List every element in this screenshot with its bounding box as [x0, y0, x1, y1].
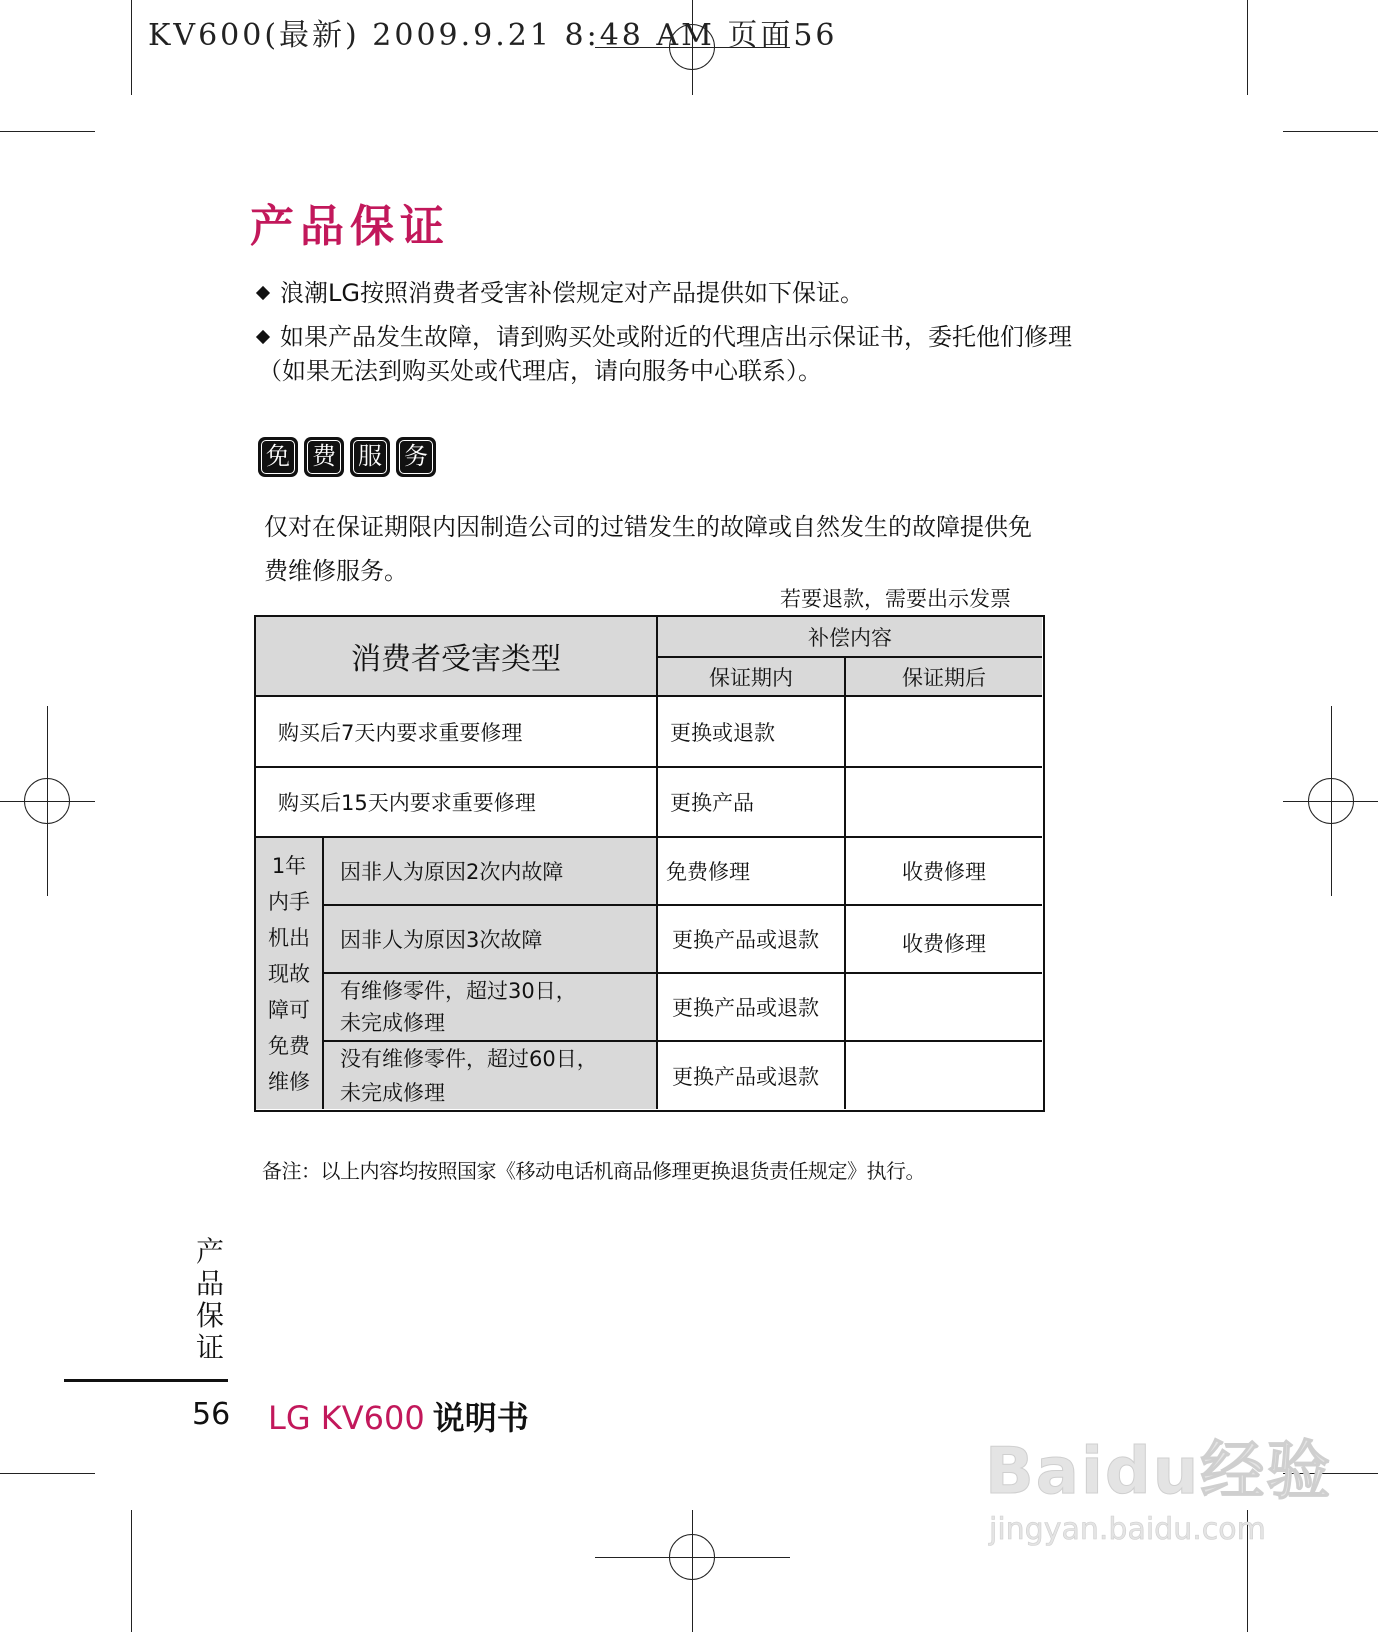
group-row-within: 免费修理 [656, 836, 844, 904]
header-after-warranty: 保证期后 [844, 656, 1042, 695]
watermark-url: jingyan.baidu.com [989, 1512, 1266, 1547]
group-row-type-line: 没有维修零件，超过60日， [340, 1046, 598, 1071]
row-after [844, 766, 1042, 836]
side-section-tab [194, 1236, 226, 1364]
remark-note: 备注：以上内容均按照国家《移动电话机商品修理更换退货责任规定》执行。 [262, 1159, 925, 1183]
badge [258, 437, 298, 477]
group-row-within: 更换产品或退款 [656, 904, 844, 972]
badge-char: 免 [261, 440, 295, 474]
page-number: 56 [192, 1397, 231, 1432]
row-within: 更换或退款 [656, 695, 844, 766]
group-row-type-line: 有维修零件，超过30日， [340, 979, 577, 1003]
watermark-logo-text: Baidu经验 [985, 1435, 1333, 1509]
footer-brand: LG KV600 [268, 1399, 425, 1437]
diamond-bullet-icon [256, 329, 270, 343]
group-row-type [322, 1040, 656, 1109]
row-type: 购买后7天内要求重要修理 [256, 695, 656, 766]
page-title: 产品保证 [250, 201, 450, 252]
group-row-after: 收费修理 [844, 904, 1042, 972]
group-row-type-line: 未完成修理 [340, 1011, 445, 1035]
row-within: 更换产品 [656, 766, 844, 836]
group-label-line: 1年 [271, 854, 307, 878]
diamond-bullet-icon [256, 285, 270, 299]
group-row-within: 更换产品或退款 [656, 972, 844, 1040]
badge-char: 务 [399, 440, 433, 474]
footer-title [268, 1393, 529, 1439]
badge [304, 437, 344, 477]
side-tab-char: 产 [195, 1235, 224, 1268]
intro-line: 费维修服务。 [264, 557, 408, 585]
bullet-text: 如果产品发生故障，请到购买处或附近的代理店出示保证书，委托他们修理 [280, 323, 1072, 351]
group-row-after [844, 1040, 1042, 1109]
badge-char: 服 [353, 440, 387, 474]
refund-note: 若要退款，需要出示发票 [780, 587, 1011, 611]
row-after [844, 695, 1042, 766]
group-label-line: 内手 [268, 890, 310, 914]
baidu-watermark [985, 1420, 1332, 1547]
badge [350, 437, 390, 477]
badge-char: 费 [307, 440, 341, 474]
group-label-line: 免费 [268, 1034, 310, 1058]
bullet-text-continued: （如果无法到购买处或代理店，请向服务中心联系）。 [258, 357, 822, 385]
group-row-after [844, 972, 1042, 1040]
group-row-within: 更换产品或退款 [656, 1040, 844, 1109]
group-label-line: 维修 [268, 1070, 310, 1094]
group-row-type [322, 972, 656, 1040]
side-tab-char: 证 [195, 1331, 224, 1364]
intro-line: 仅对在保证期限内因制造公司的过错发生的故障或自然发生的故障提供免 [264, 513, 1032, 541]
warranty-table [254, 615, 1045, 1112]
side-tab-char: 保 [195, 1299, 224, 1332]
row-type: 购买后15天内要求重要修理 [256, 766, 656, 836]
bullet-item [254, 320, 1072, 388]
section-badges [258, 437, 436, 477]
group-label-line: 机出 [268, 926, 310, 950]
print-slug: KV600(最新) 2009.9.21 8:48 AM 页面56 [148, 18, 838, 53]
footer-manual: 说明书 [432, 1399, 529, 1437]
group-row-type-line: 未完成修理 [340, 1080, 445, 1105]
group-row-type: 因非人为原因2次内故障 [322, 836, 656, 904]
header-damage-type: 消费者受害类型 [256, 617, 656, 695]
group-row-after: 收费修理 [844, 836, 1042, 904]
header-within-warranty: 保证期内 [656, 656, 844, 695]
group-label [256, 836, 322, 1109]
group-label-line: 障可 [268, 998, 310, 1022]
group-row-type: 因非人为原因3次故障 [322, 904, 656, 972]
badge [396, 437, 436, 477]
bullet-text: 浪潮LG按照消费者受害补偿规定对产品提供如下保证。 [280, 279, 864, 307]
intro-paragraph [264, 505, 1164, 593]
bullet-item [254, 276, 864, 310]
header-compensation: 补偿内容 [656, 617, 1042, 656]
side-tab-rule [64, 1379, 228, 1382]
group-label-line: 现故 [268, 962, 310, 986]
side-tab-char: 品 [195, 1267, 224, 1300]
